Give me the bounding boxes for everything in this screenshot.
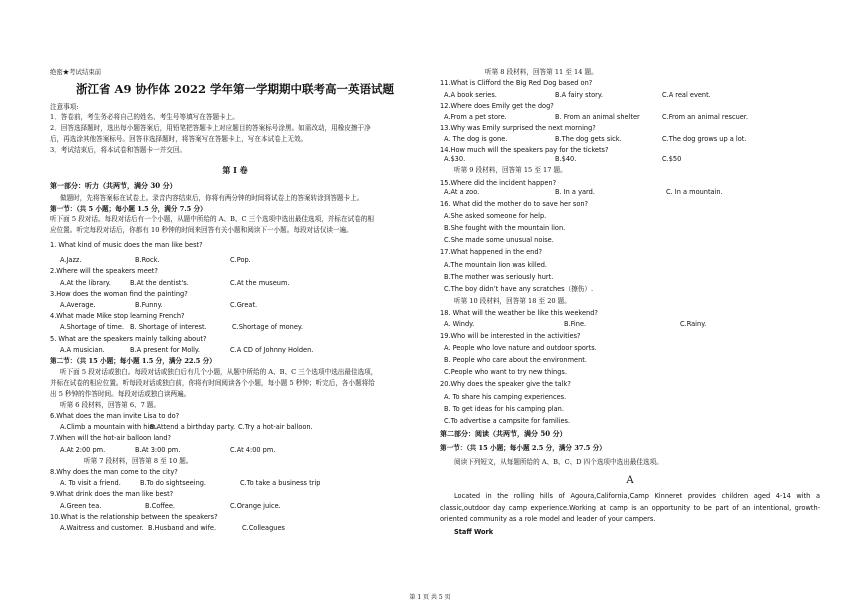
notice-item: 1．答卷前，考生务必将自己的姓名、考生号等填写在答题卡上。 [50, 113, 239, 121]
option-b[interactable]: B.Fine. [564, 320, 587, 328]
option-a[interactable]: A.At a zoo. [444, 188, 480, 196]
section1-desc: 听下面 5 段对话。每段对话后有一个小题，从题中所给的 A、B、C 三个选项中选出最佳选项，并标在试卷的相 [50, 215, 374, 223]
option-c[interactable]: C.Colleagues [242, 524, 285, 532]
option-c[interactable]: C.Great. [230, 301, 258, 309]
section2-desc: 并标在试卷的相应位置。听每段对话或独白前，你将有时间阅读各个小题，每小题 5 秒钟；听完后，各小题将给 [50, 379, 375, 387]
question: 16. What did the mother do to save her son? [440, 200, 589, 208]
question: 19.Who will be interested in the activities? [440, 332, 581, 340]
option-c[interactable]: C.Orange juice. [230, 502, 281, 510]
question: 5. What are the speakers mainly talking about? [50, 335, 207, 343]
option-c[interactable]: C.The boy didn’t have any scratches（擦伤）. [444, 285, 594, 293]
option-c[interactable]: C.Pop. [230, 256, 251, 264]
part2-desc: 阅读下列短文，从每题所给的 A、B、C、D 四个选项中选出最佳选项。 [454, 458, 663, 466]
option-b[interactable]: B.Husband and wife. [148, 524, 217, 532]
option-b[interactable]: B.$40. [555, 155, 577, 163]
listening-note: 听第 8 段材料，回答第 11 至 14 题。 [485, 68, 598, 76]
question: 3.How does the woman find the painting? [50, 290, 188, 298]
option-b[interactable]: B. Shortage of interest. [130, 323, 207, 331]
part1-desc: 做题时，先将答案标在试卷上。录音内容结束后，你将有两分钟的时间将试卷上的答案转涂到答题卡上。 [60, 194, 364, 202]
passage-letter: A [626, 475, 634, 486]
option-b[interactable]: B.Funny. [135, 301, 163, 309]
option-c[interactable]: C.Rainy. [680, 320, 707, 328]
option-c[interactable]: C.People who want to try new things. [444, 368, 567, 376]
option-b[interactable]: B. From an animal shelter [555, 113, 640, 121]
option-c[interactable]: C.She made some unusual noise. [444, 236, 554, 244]
option-a[interactable]: A.A musician. [60, 346, 105, 354]
option-b[interactable]: B.A present for Molly. [130, 346, 200, 354]
option-c[interactable]: C.To advertise a campsite for families. [444, 417, 571, 425]
option-a[interactable]: A.Waitress and customer. [60, 524, 144, 532]
option-c[interactable]: C.The dog grows up a lot. [662, 135, 747, 143]
option-c[interactable]: C.A CD of Johnny Holden. [230, 346, 314, 354]
option-a[interactable]: A.Shortage of time. [60, 323, 125, 331]
option-c[interactable]: C.$50 [662, 155, 682, 163]
section1-title: 第一节：（共 5 小题；每小题 1.5 分，满分 7.5 分） [50, 205, 207, 213]
option-b[interactable]: B.At the dentist's. [130, 279, 189, 287]
question: 17.What happened in the end? [440, 248, 543, 256]
notice-item: 3．考试结束后，将本试卷和答题卡一并交回。 [50, 146, 187, 154]
question: 14.How much will the speakers pay for the tickets? [440, 146, 609, 154]
question: 6.What does the man invite Lisa to do? [50, 412, 180, 420]
notice-label: 注意事项: [50, 103, 79, 111]
option-a[interactable]: A.Green tea. [60, 502, 102, 510]
notice-item: 后，再选涂其他答案标号。回答非选择题时，将答案写在答题卡上，写在本试卷上无效。 [50, 135, 308, 143]
question: 12.Where does Emily get the dog? [440, 102, 554, 110]
part1-title: 第一部分：听力（共两节，满分 30 分） [50, 181, 177, 190]
question: 13.Why was Emily surprised the next morning? [440, 124, 596, 132]
part2-section1-title: 第一节：（共 15 小题；每小题 2.5 分，满分 37.5 分） [440, 444, 606, 452]
option-c[interactable]: C.Shortage of money. [232, 323, 303, 331]
option-b[interactable]: B.At 3:00 pm. [135, 446, 181, 454]
option-a[interactable]: A. People who love nature and outdoor sports. [444, 344, 597, 352]
option-a[interactable]: A.At the library. [60, 279, 111, 287]
option-a[interactable]: A.She asked someone for help. [444, 212, 547, 220]
section2-title: 第二节：（共 15 小题；每小题 1.5 分，满分 22.5 分） [50, 357, 216, 365]
option-b[interactable]: B.A fairy story. [555, 91, 603, 99]
notice-item: 2．回答选择题时，选出每小题答案后，用铅笔把答题卡上对应题目的答案标号涂黑。如需改动，用橡皮擦干净 [50, 124, 371, 132]
option-a[interactable]: A. The dog is gone. [444, 135, 508, 143]
question: 7.When will the hot-air balloon land? [50, 434, 172, 442]
option-b[interactable]: B.Coffee. [145, 502, 176, 510]
option-b[interactable]: B.To do sightseeing. [140, 479, 207, 487]
option-a[interactable]: A. Windy. [444, 320, 475, 328]
option-c[interactable]: C.At 4:00 pm. [230, 446, 276, 454]
listening-note: 听第 10 段材料，回答第 18 至 20 题。 [454, 297, 571, 305]
option-c[interactable]: C.A real event. [662, 91, 711, 99]
option-b[interactable]: B.The dog gets sick. [555, 135, 622, 143]
option-a[interactable]: A. To share his camping experiences. [444, 393, 567, 401]
option-a[interactable]: A.At 2:00 pm. [60, 446, 106, 454]
option-a[interactable]: A.A book series. [444, 91, 497, 99]
option-c[interactable]: C.To take a business trip [240, 479, 321, 487]
question: 4.What made Mike stop learning French? [50, 312, 185, 320]
option-b[interactable]: B.Rock. [135, 256, 160, 264]
part2-title: 第二部分：阅读（共两节，满分 50 分） [440, 429, 567, 438]
option-b[interactable]: B. To get ideas for his camping plan. [444, 405, 564, 413]
question: 15.Where did the incident happen? [440, 179, 557, 187]
option-a[interactable]: A. To visit a friend. [60, 479, 121, 487]
option-b[interactable]: B. People who care about the environment. [444, 356, 587, 364]
option-a[interactable]: A.From a pet store. [444, 113, 507, 121]
exam-title: 浙江省 A9 协作体 2022 学年第一学期期中联考高一英语试题 [76, 82, 394, 96]
option-a[interactable]: A.Average. [60, 301, 96, 309]
section2-desc: 出 5 秒钟的作答时间。每段对话或独白读两遍。 [50, 390, 191, 398]
option-c[interactable]: C. In a mountain. [666, 188, 723, 196]
question: 1. What kind of music does the man like best? [50, 241, 203, 249]
option-a[interactable]: A.Jazz. [60, 256, 82, 264]
question: 18. What will the weather be like this weekend? [440, 309, 598, 317]
listening-note: 听第 7 段材料，回答第 8 至 10 题。 [84, 457, 193, 465]
question: 8.Why does the man come to the city? [50, 468, 178, 476]
option-c[interactable]: C.Try a hot-air balloon. [238, 423, 313, 431]
option-c[interactable]: C.At the museum. [230, 279, 290, 287]
option-b[interactable]: B. In a yard. [555, 188, 595, 196]
listening-note: 听第 9 段材料，回答第 15 至 17 题。 [454, 166, 567, 174]
question: 20.Why does the speaker give the talk? [440, 380, 571, 388]
option-a[interactable]: A.$30. [444, 155, 466, 163]
option-b[interactable]: B.The mother was seriously hurt. [444, 273, 554, 281]
option-b[interactable]: B.Attend a birthday party. [150, 423, 236, 431]
volume-heading: 第 I 卷 [222, 165, 248, 175]
question: 9.What drink does the man like best? [50, 490, 174, 498]
passage-subheading: Staff Work [454, 528, 494, 536]
question: 11.What is Clifford the Big Red Dog based on? [440, 79, 593, 87]
confidential-mark: 绝密★考试结束前 [50, 68, 102, 76]
option-b[interactable]: B.She fought with the mountain lion. [444, 224, 566, 232]
option-c[interactable]: C.From an animal rescuer. [662, 113, 749, 121]
question: 10.What is the relationship between the speakers? [50, 513, 218, 521]
listening-note: 听第 6 段材料，回答第 6、7 题。 [60, 401, 161, 409]
page-number: 第 1 页 共 5 页 [409, 594, 451, 601]
option-a[interactable]: A.The mountain lion was killed. [444, 261, 547, 269]
option-a[interactable]: A.Climb a mountain with him. [60, 423, 158, 431]
section1-desc: 应位置。听完每段对话后，你都有 10 秒钟的时间来回答有关小题和阅读下一小题。每段对话仅读一遍。 [50, 226, 353, 234]
section2-desc: 听下面 5 段对话或独白。每段对话或独白后有几个小题，从题中所给的 A、B、C 三个选项中选出最佳选项， [60, 368, 378, 376]
question: 2.Where will the speakers meet? [50, 267, 158, 275]
passage-text: Located in the rolling hills of Agoura,California,Camp Kinneret provides children aged 4-14 with a classic,outdoor day camp experience.Working at camp is an opportunity to be part of an intentional, growth-oriented community as a role model and leader of your campers. [440, 492, 820, 523]
